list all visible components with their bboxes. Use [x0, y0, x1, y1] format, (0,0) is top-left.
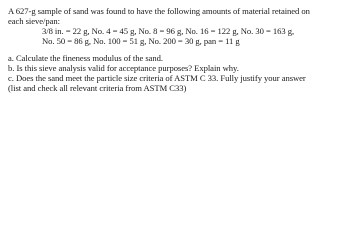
intro-line-2: each sieve/pan: — [8, 16, 60, 26]
sieve-data-line-2: No. 50 = 86 g, No. 100 = 51 g, No. 200 = 30 g, pan = 11 g — [42, 36, 240, 46]
question-c-continued: (list and check all relevant criteria from ASTM C33) — [8, 83, 187, 93]
question-b: b. Is this sieve analysis valid for acceptance purposes? Explain why. — [8, 63, 239, 73]
spacer — [8, 46, 346, 53]
intro-line-1: A 627-g sample of sand was found to have the following amounts of material retained on — [8, 6, 310, 16]
question-a: a. Calculate the fineness modulus of the sand. — [8, 53, 163, 63]
question-c: c. Does the sand meet the particle size criteria of ASTM C 33. Fully justify your answer — [8, 73, 306, 83]
problem-text — [8, 6, 346, 93]
sieve-data-line-1: 3/8 in. = 22 g, No. 4 = 45 g, No. 8 = 96 g, No. 16 = 122 g, No. 30 = 163 g, — [42, 26, 295, 36]
